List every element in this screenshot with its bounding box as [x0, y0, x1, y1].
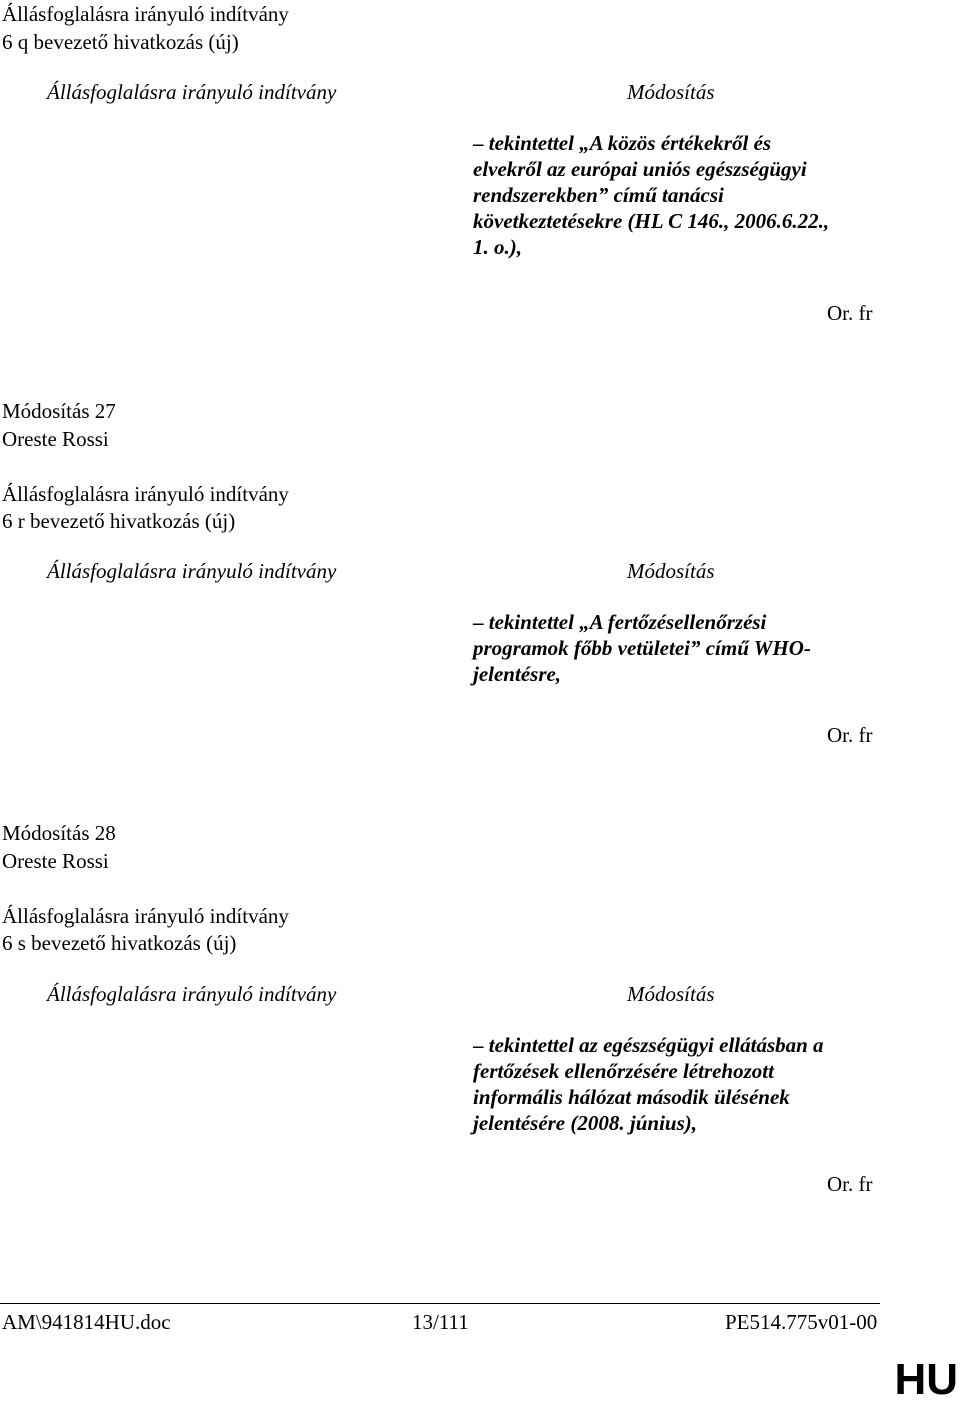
- heading-motion: Állásfoglalásra irányuló indítvány: [2, 482, 289, 506]
- column-header-right: Módosítás: [627, 80, 715, 104]
- citation-6q: 6 q bevezető hivatkozás (új): [2, 30, 239, 54]
- heading-motion: Állásfoglalásra irányuló indítvány: [2, 904, 289, 928]
- footer-pe-ref: PE514.775v01-00: [725, 1310, 878, 1334]
- amendment-text: [473, 130, 829, 260]
- column-header-right: Módosítás: [627, 982, 715, 1006]
- footer-doc-ref: AM\941814HU.doc: [2, 1310, 171, 1334]
- footer-divider: [0, 1303, 880, 1304]
- amendment-author: Oreste Rossi: [2, 427, 109, 451]
- amendment-line: informális hálózat második ülésének: [473, 1085, 790, 1109]
- amendment-line: elvekről az európai uniós egészségügyi: [473, 157, 807, 181]
- amendment-line: következtetésekre (HL C 146., 2006.6.22.,: [473, 209, 830, 233]
- amendment-author: Oreste Rossi: [2, 849, 109, 873]
- column-header-right: Módosítás: [627, 559, 715, 583]
- amendment-title: Módosítás 28: [2, 821, 116, 845]
- column-header-left: Állásfoglalásra irányuló indítvány: [47, 559, 337, 583]
- amendment-line: rendszerekben” című tanácsi: [473, 183, 724, 207]
- column-header-left: Állásfoglalásra irányuló indítvány: [47, 80, 337, 104]
- original-language: Or. fr: [827, 301, 873, 325]
- original-language: Or. fr: [827, 723, 873, 747]
- original-language: Or. fr: [827, 1172, 873, 1196]
- footer-page-number: 13/111: [412, 1310, 469, 1334]
- amendment-line: fertőzések ellenőrzésére létrehozott: [473, 1059, 774, 1083]
- citation-6s: 6 s bevezető hivatkozás (új): [2, 931, 237, 955]
- column-header-left: Állásfoglalásra irányuló indítvány: [47, 982, 337, 1006]
- amendment-text: [473, 1032, 824, 1136]
- language-code: HU: [894, 1355, 958, 1404]
- amendment-title: Módosítás 27: [2, 399, 116, 423]
- amendment-line: – tekintettel az egészségügyi ellátásban a: [473, 1033, 824, 1057]
- heading-motion: Állásfoglalásra irányuló indítvány: [2, 2, 289, 26]
- amendment-line: – tekintettel „A fertőzésellenőrzési: [473, 610, 767, 634]
- citation-6r: 6 r bevezető hivatkozás (új): [2, 509, 236, 533]
- amendment-text: [473, 609, 811, 687]
- amendment-line: 1. o.),: [473, 235, 522, 259]
- amendment-line: jelentésére (2008. június),: [473, 1111, 697, 1135]
- amendment-line: programok főbb vetületei” című WHO-: [473, 636, 811, 660]
- amendment-line: jelentésre,: [473, 662, 562, 686]
- amendment-line: – tekintettel „A közös értékekről és: [473, 131, 772, 155]
